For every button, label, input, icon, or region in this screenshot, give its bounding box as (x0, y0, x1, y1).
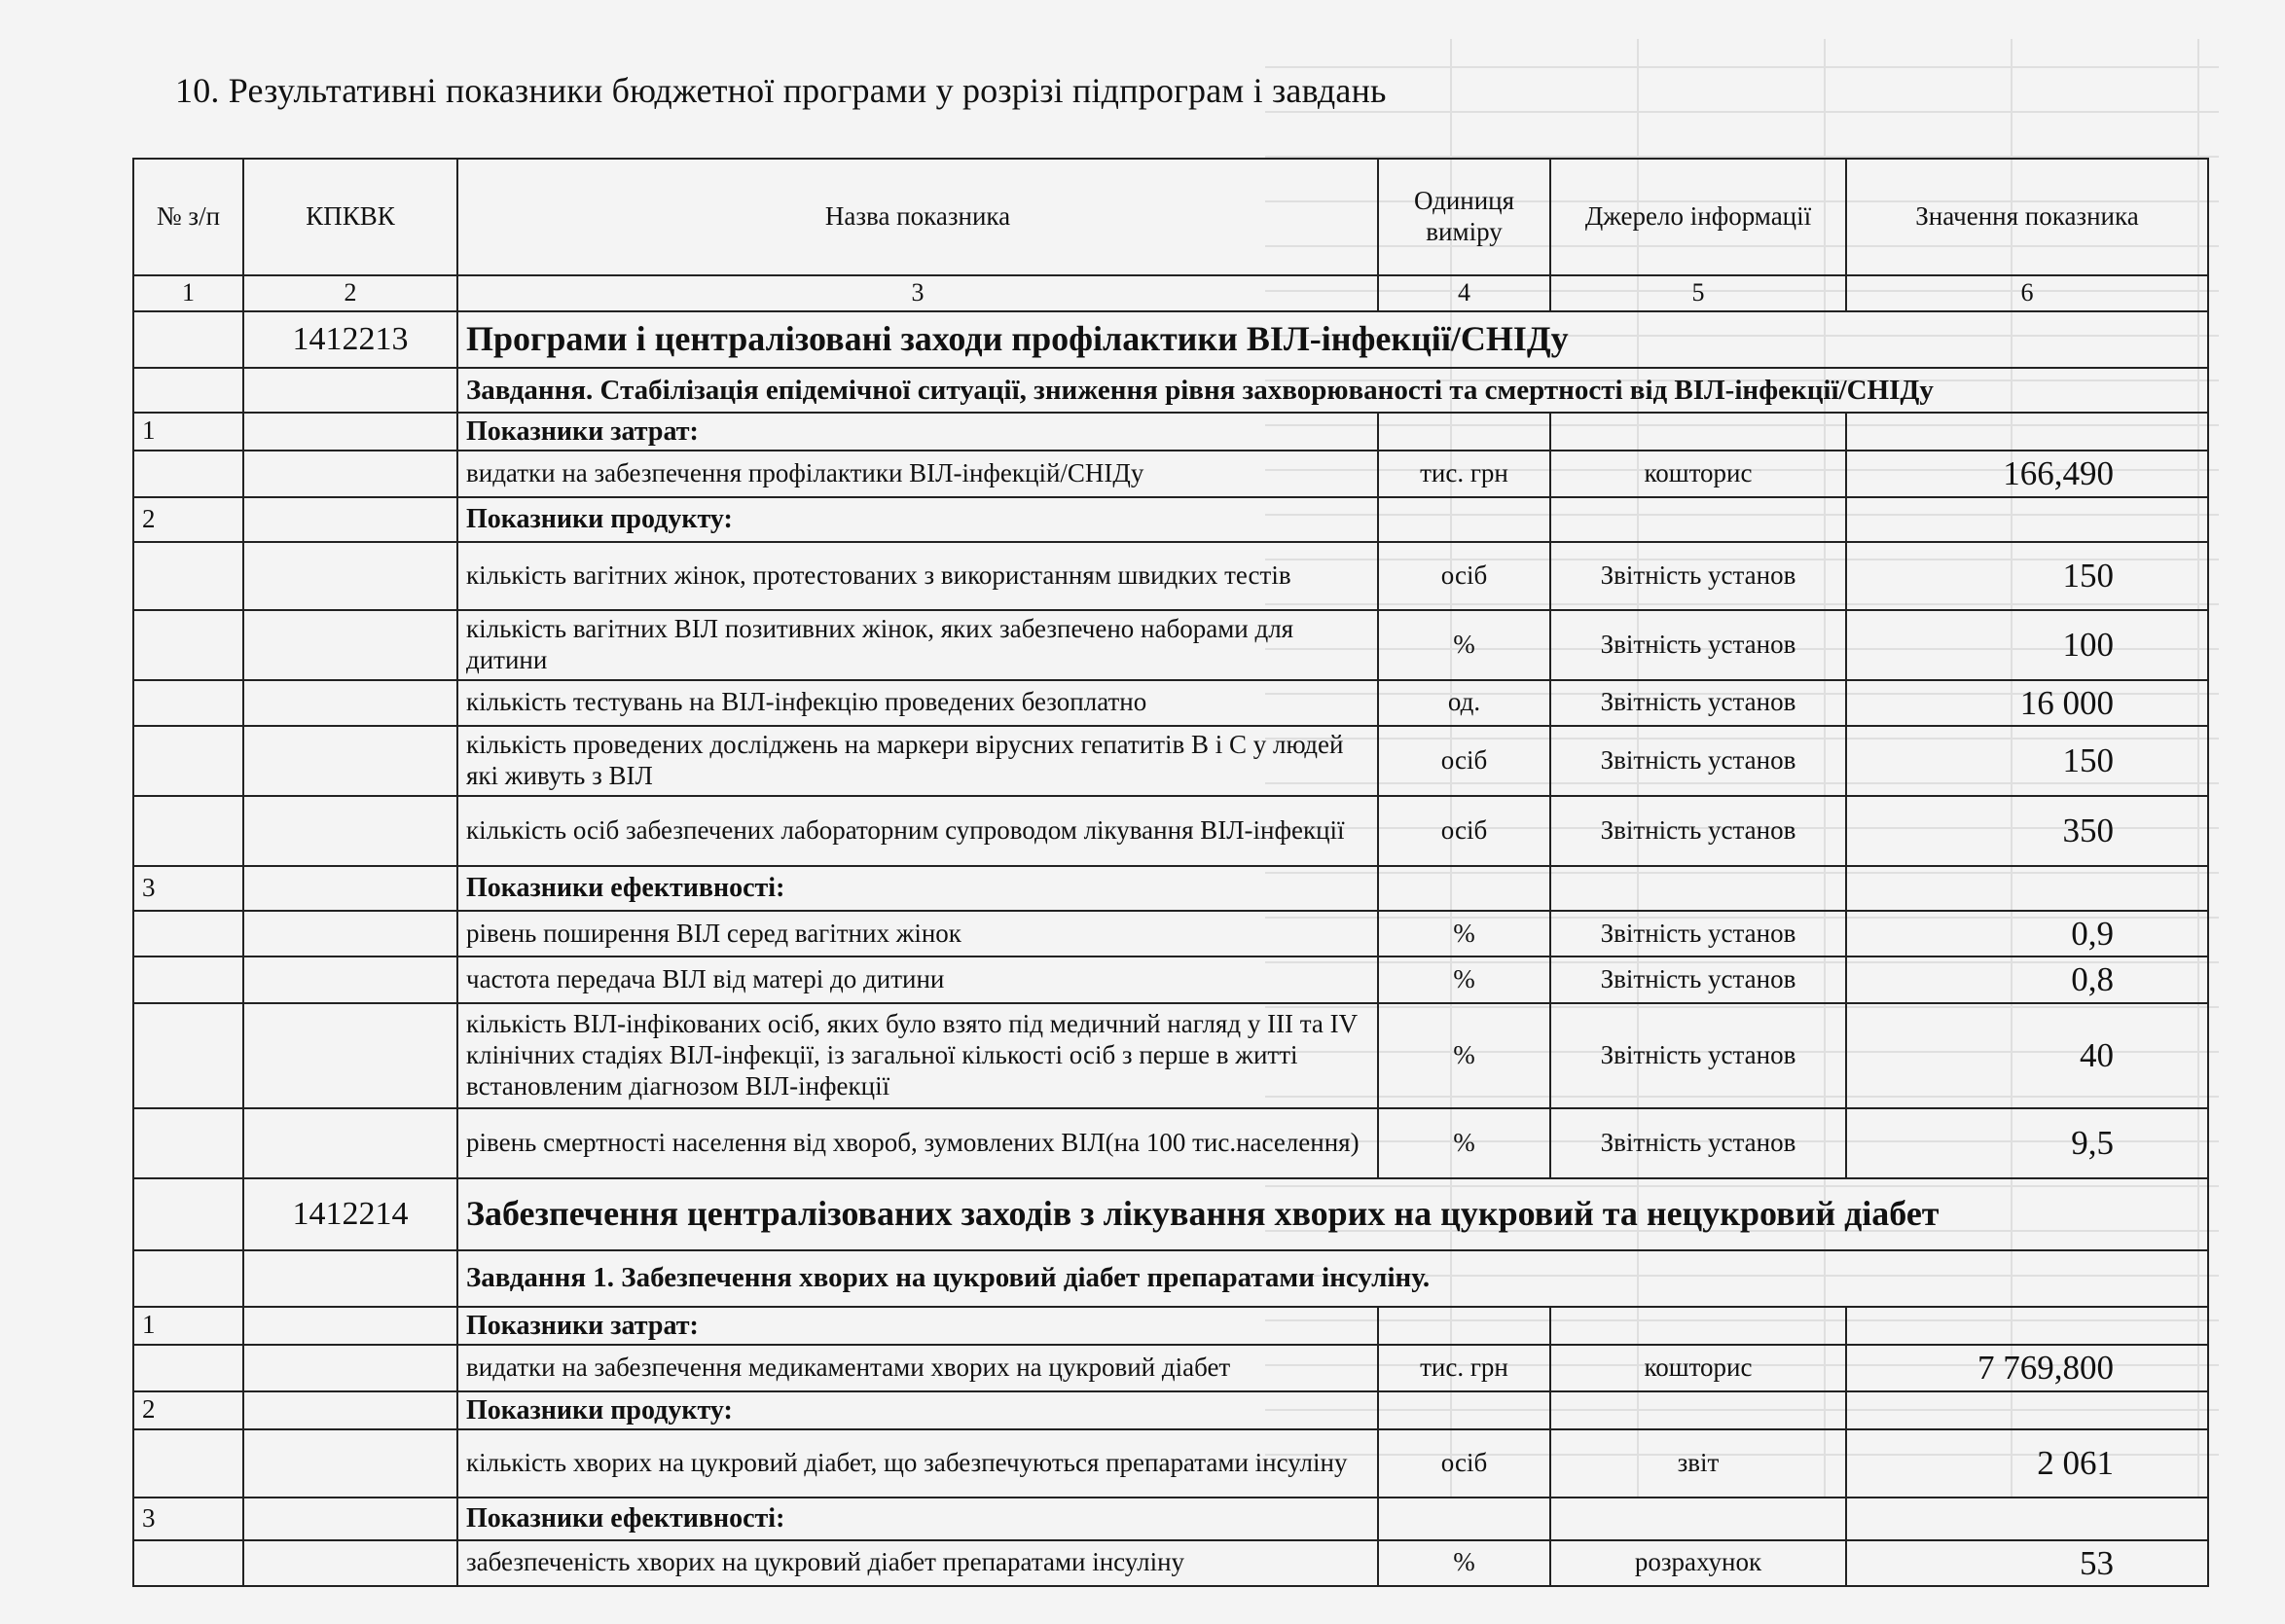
indicator-name: кількість вагітних жінок, протестованих з використанням швидких тестів (457, 542, 1378, 610)
empty-cell (243, 610, 457, 680)
indicator-row (133, 726, 2208, 796)
empty-cell (133, 956, 243, 1002)
program-code: 1412213 (243, 311, 457, 368)
empty-cell (1550, 1307, 1846, 1345)
column-number: 4 (1378, 275, 1550, 311)
group-title: Показники затрат: (457, 1307, 1378, 1345)
indicator-name: частота передача ВІЛ від матері до дитини (457, 956, 1378, 1002)
group-row (133, 497, 2208, 542)
empty-cell (1550, 866, 1846, 911)
empty-cell (1550, 1498, 1846, 1540)
empty-cell (243, 451, 457, 497)
empty-cell (133, 911, 243, 956)
group-number: 1 (133, 413, 243, 451)
indicator-source: Звітність установ (1550, 1108, 1846, 1178)
empty-cell (1378, 497, 1550, 542)
indicator-value: 150 (1846, 542, 2208, 610)
indicator-name: кількість ВІЛ-інфікованих осіб, яких було взято під медичний нагляд у ІІІ та IV клінічних стадіях ВІЛ-інфекції, із загальної кількості осіб з перше в житті встановленим діагнозом ВІЛ-інфекції (457, 1003, 1378, 1108)
page-title: 10. Результативні показники бюджетної програми у розрізі підпрограм і завдань (175, 71, 1387, 110)
empty-cell (243, 680, 457, 726)
empty-cell (1846, 413, 2208, 451)
group-row (133, 1498, 2208, 1540)
indicator-source: Звітність установ (1550, 680, 1846, 726)
empty-cell (243, 1250, 457, 1307)
group-number: 2 (133, 1391, 243, 1429)
empty-cell (243, 1108, 457, 1178)
indicator-name: забезпеченість хворих на цукровий діабет препаратами інсуліну (457, 1540, 1378, 1586)
indicator-unit: тис. грн (1378, 1345, 1550, 1391)
task-row (133, 1250, 2208, 1307)
task-title: Завдання 1. Забезпечення хворих на цукровий діабет препаратами інсуліну. (457, 1250, 2208, 1307)
empty-cell (133, 1429, 243, 1498)
indicator-value: 100 (1846, 610, 2208, 680)
indicator-row (133, 451, 2208, 497)
column-number: 6 (1846, 275, 2208, 311)
indicator-name: рівень смертності населення від хвороб, зумовлених ВІЛ(на 100 тис.населення) (457, 1108, 1378, 1178)
program-code: 1412214 (243, 1178, 457, 1250)
empty-cell (1550, 413, 1846, 451)
indicator-unit: осіб (1378, 796, 1550, 866)
empty-cell (1550, 1391, 1846, 1429)
indicator-value: 166,490 (1846, 451, 2208, 497)
group-title: Показники продукту: (457, 1391, 1378, 1429)
empty-cell (1846, 1307, 2208, 1345)
indicator-unit: од. (1378, 680, 1550, 726)
indicator-row (133, 610, 2208, 680)
indicator-unit: тис. грн (1378, 451, 1550, 497)
indicator-row (133, 1108, 2208, 1178)
empty-cell (133, 680, 243, 726)
header-row (133, 159, 2208, 275)
indicator-row (133, 542, 2208, 610)
empty-cell (1378, 1307, 1550, 1345)
indicator-source: кошторис (1550, 1345, 1846, 1391)
empty-cell (133, 311, 243, 368)
indicator-value: 53 (1846, 1540, 2208, 1586)
task-title: Завдання. Стабілізація епідемічної ситуації, зниження рівня захворюваності та смертності від ВІЛ-інфекції/СНІДу (457, 368, 2208, 413)
empty-cell (243, 796, 457, 866)
group-number: 3 (133, 1498, 243, 1540)
empty-cell (133, 1250, 243, 1307)
indicator-row (133, 1003, 2208, 1108)
empty-cell (243, 1498, 457, 1540)
indicators-table-body (133, 159, 2208, 1586)
group-number: 1 (133, 1307, 243, 1345)
indicator-unit: % (1378, 911, 1550, 956)
group-title: Показники ефективності: (457, 1498, 1378, 1540)
empty-cell (1378, 866, 1550, 911)
group-title: Показники продукту: (457, 497, 1378, 542)
empty-cell (133, 1003, 243, 1108)
indicator-name: кількість вагітних ВІЛ позитивних жінок, яких забезпечено наборами для дитини (457, 610, 1378, 680)
indicator-value: 2 061 (1846, 1429, 2208, 1498)
empty-cell (1378, 413, 1550, 451)
empty-cell (243, 866, 457, 911)
empty-cell (243, 956, 457, 1002)
empty-cell (1550, 497, 1846, 542)
indicator-row (133, 911, 2208, 956)
empty-cell (133, 796, 243, 866)
empty-cell (1378, 1498, 1550, 1540)
empty-cell (133, 1345, 243, 1391)
indicator-source: Звітність установ (1550, 956, 1846, 1002)
empty-cell (1846, 1391, 2208, 1429)
header-indicator-name: Назва показника (457, 159, 1378, 275)
task-row (133, 368, 2208, 413)
empty-cell (1846, 497, 2208, 542)
indicator-value: 350 (1846, 796, 2208, 866)
header-value: Значення показника (1846, 159, 2208, 275)
empty-cell (133, 1108, 243, 1178)
indicator-row (133, 680, 2208, 726)
empty-cell (243, 368, 457, 413)
program-row (133, 311, 2208, 368)
indicator-source: Звітність установ (1550, 911, 1846, 956)
indicator-value: 16 000 (1846, 680, 2208, 726)
indicator-value: 40 (1846, 1003, 2208, 1108)
empty-cell (243, 911, 457, 956)
indicator-source: кошторис (1550, 451, 1846, 497)
group-row (133, 866, 2208, 911)
group-number: 3 (133, 866, 243, 911)
indicator-unit: % (1378, 610, 1550, 680)
empty-cell (243, 542, 457, 610)
indicator-value: 0,8 (1846, 956, 2208, 1002)
indicator-row (133, 796, 2208, 866)
column-number: 3 (457, 275, 1378, 311)
indicator-name: кількість осіб забезпечених лабораторним супроводом лікування ВІЛ-інфекції (457, 796, 1378, 866)
empty-cell (243, 1307, 457, 1345)
empty-cell (133, 451, 243, 497)
indicator-source: Звітність установ (1550, 1003, 1846, 1108)
program-name: Забезпечення централізованих заходів з лікування хворих на цукровий та нецукровий діабет (457, 1178, 2208, 1250)
indicator-source: звіт (1550, 1429, 1846, 1498)
empty-cell (243, 413, 457, 451)
header-kpkvk: КПКВК (243, 159, 457, 275)
indicator-source: Звітність установ (1550, 726, 1846, 796)
empty-cell (133, 368, 243, 413)
indicator-unit: % (1378, 956, 1550, 1002)
column-number-row (133, 275, 2208, 311)
empty-cell (133, 726, 243, 796)
empty-cell (243, 497, 457, 542)
empty-cell (133, 610, 243, 680)
empty-cell (243, 1391, 457, 1429)
program-row (133, 1178, 2208, 1250)
empty-cell (1378, 1391, 1550, 1429)
indicator-source: розрахунок (1550, 1540, 1846, 1586)
header-unit: Одиниця виміру (1378, 159, 1550, 275)
indicator-source: Звітність установ (1550, 610, 1846, 680)
indicator-source: Звітність установ (1550, 542, 1846, 610)
indicator-name: видатки на забезпечення медикаментами хворих на цукровий діабет (457, 1345, 1378, 1391)
indicator-name: видатки на забезпечення профілактики ВІЛ-інфекцій/СНІДу (457, 451, 1378, 497)
indicator-name: кількість хворих на цукровий діабет, що забезпечуються препаратами інсуліну (457, 1429, 1378, 1498)
column-number: 5 (1550, 275, 1846, 311)
group-title: Показники ефективності: (457, 866, 1378, 911)
empty-cell (243, 1540, 457, 1586)
header-source: Джерело інформації (1550, 159, 1846, 275)
group-row (133, 1307, 2208, 1345)
indicator-row (133, 1429, 2208, 1498)
empty-cell (133, 542, 243, 610)
indicator-value: 9,5 (1846, 1108, 2208, 1178)
indicator-unit: осіб (1378, 542, 1550, 610)
empty-cell (1846, 866, 2208, 911)
indicator-name: рівень поширення ВІЛ серед вагітних жінок (457, 911, 1378, 956)
indicator-row (133, 956, 2208, 1002)
empty-cell (243, 1429, 457, 1498)
program-name: Програми і централізовані заходи профілактики ВІЛ-інфекції/СНІДу (457, 311, 2208, 368)
group-row (133, 1391, 2208, 1429)
group-number: 2 (133, 497, 243, 542)
indicator-unit: % (1378, 1108, 1550, 1178)
indicator-unit: % (1378, 1540, 1550, 1586)
empty-cell (1846, 1498, 2208, 1540)
indicators-table (132, 158, 2209, 1587)
indicator-row (133, 1345, 2208, 1391)
indicator-unit: % (1378, 1003, 1550, 1108)
indicator-value: 7 769,800 (1846, 1345, 2208, 1391)
indicator-row (133, 1540, 2208, 1586)
empty-cell (243, 1345, 457, 1391)
group-title: Показники затрат: (457, 413, 1378, 451)
column-number: 1 (133, 275, 243, 311)
indicator-value: 0,9 (1846, 911, 2208, 956)
indicator-name: кількість проведених досліджень на маркери вірусних гепатитів В і С у людей які живуть з ВІЛ (457, 726, 1378, 796)
column-number: 2 (243, 275, 457, 311)
indicator-source: Звітність установ (1550, 796, 1846, 866)
indicator-unit: осіб (1378, 1429, 1550, 1498)
header-number: № з/п (133, 159, 243, 275)
group-row (133, 413, 2208, 451)
empty-cell (243, 1003, 457, 1108)
empty-cell (243, 726, 457, 796)
empty-cell (133, 1540, 243, 1586)
indicator-value: 150 (1846, 726, 2208, 796)
empty-cell (133, 1178, 243, 1250)
indicator-name: кількість тестувань на ВІЛ-інфекцію проведених безоплатно (457, 680, 1378, 726)
indicator-unit: осіб (1378, 726, 1550, 796)
